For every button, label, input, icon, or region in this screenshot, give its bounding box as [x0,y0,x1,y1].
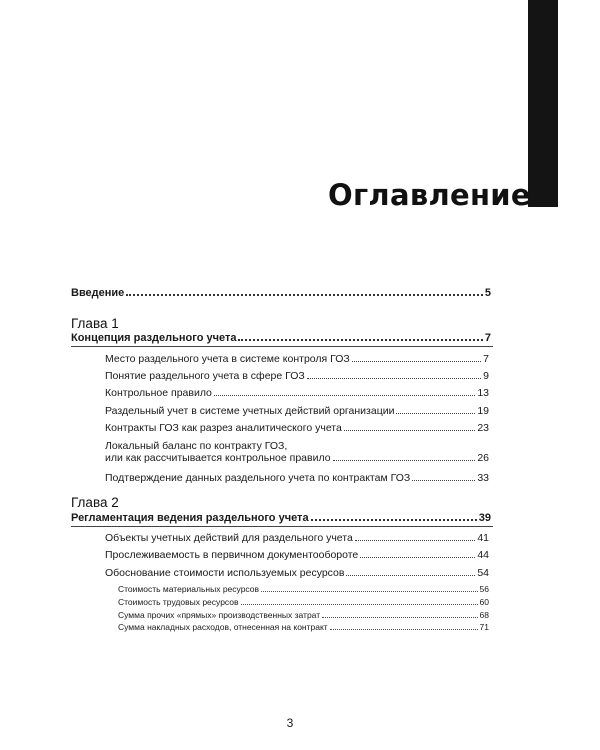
toc-entry-page: 39 [478,512,491,524]
dot-leader [311,519,477,521]
toc-entry-page: 68 [479,610,489,620]
toc-entry-subsection[interactable] [118,622,489,632]
dot-leader [346,575,475,576]
toc-entry-page: 54 [477,567,489,579]
toc-entry-section[interactable] [105,567,489,579]
toc-entry-section[interactable] [105,472,489,484]
toc-entry-label: Подтверждение данных раздельного учета по контрактам ГОЗ [105,472,411,484]
page-title: Оглавление [328,178,531,212]
toc-entry-label: Контракты ГОЗ как разрез аналитического учета [105,422,342,434]
toc-entry-page: 71 [479,622,489,632]
toc-entry-subsection[interactable] [118,597,489,607]
toc-entry-intro[interactable] [71,287,491,299]
toc-entry-label: Регламентация ведения раздельного учета [71,512,309,524]
chapter-heading: Глава 2 [71,495,119,510]
toc-entry-label: Сумма накладных расходов, отнесенная на контракт [118,622,328,632]
toc-entry-label-line2: или как рассчитывается контрольное правило [105,452,331,464]
toc-entry-subsection[interactable] [118,610,489,620]
dot-leader [261,591,478,592]
toc-entry-label: Место раздельного учета в системе контроля ГОЗ [105,353,350,365]
toc-entry-page: 56 [479,584,489,594]
toc-entry-label: Объекты учетных действий для раздельного учета [105,532,353,544]
dot-leader [396,413,475,414]
toc-entry-section[interactable] [105,422,489,434]
toc-entry-section[interactable] [105,370,489,382]
toc-entry-page: 7 [483,353,489,365]
toc-entry-page: 5 [484,287,491,299]
toc-entry-label: Стоимость трудовых ресурсов [118,597,239,607]
toc-entry-label: Введение [71,287,125,299]
toc-entry-page: 33 [477,472,489,484]
dot-leader [307,378,481,379]
toc-entry-chapter-title[interactable] [71,332,491,344]
dot-leader [352,361,481,362]
dot-leader [214,395,475,396]
toc-entry-label-line1: Локальный баланс по контракту ГОЗ, [105,440,288,452]
toc-entry-label: Сумма прочих «прямых» производственных затрат [118,610,321,620]
dot-leader [330,629,478,630]
toc-entry-section[interactable] [105,353,489,365]
toc-entry-label: Контрольное правило [105,387,212,399]
toc-entry-section[interactable] [105,549,489,561]
toc-entry-page: 26 [477,452,489,464]
toc-entry-subsection[interactable] [118,584,489,594]
toc-entry-label: Понятие раздельного учета в сфере ГОЗ [105,370,305,382]
toc-entry-chapter-title[interactable] [71,512,491,524]
dot-leader [241,604,478,605]
divider [71,346,493,347]
dot-leader [360,557,475,558]
toc-entry-label: Обоснование стоимости используемых ресурсов [105,567,345,579]
toc-entry-section[interactable] [105,532,489,544]
page-number: 3 [286,716,294,730]
toc-entry-label: Раздельный учет в системе учетных действий организации [105,405,395,417]
toc-entry-page: 44 [477,549,489,561]
divider [71,526,493,527]
dot-leader [238,339,482,341]
dot-leader [412,480,475,481]
toc-entry-label: Концепция раздельного учета [71,332,237,344]
toc-entry-page: 7 [484,332,491,344]
toc-entry-page: 23 [477,422,489,434]
toc-entry-page: 13 [477,387,489,399]
toc-entry-page: 9 [483,370,489,382]
toc-entry-section[interactable] [105,440,489,464]
toc-entry-label: Прослеживаемость в первичном документообороте [105,549,359,561]
toc-entry-section[interactable] [105,405,489,417]
chapter-heading: Глава 1 [71,316,119,331]
dot-leader [322,617,477,618]
dot-leader [126,294,483,296]
toc-entry-page: 19 [477,405,489,417]
toc-entry-label: Стоимость материальных ресурсов [118,584,260,594]
dot-leader [333,460,476,461]
toc-entry-section[interactable] [105,387,489,399]
toc-entry-page: 60 [479,597,489,607]
dot-leader [355,540,475,541]
toc-entry-page: 41 [477,532,489,544]
dot-leader [344,430,475,431]
